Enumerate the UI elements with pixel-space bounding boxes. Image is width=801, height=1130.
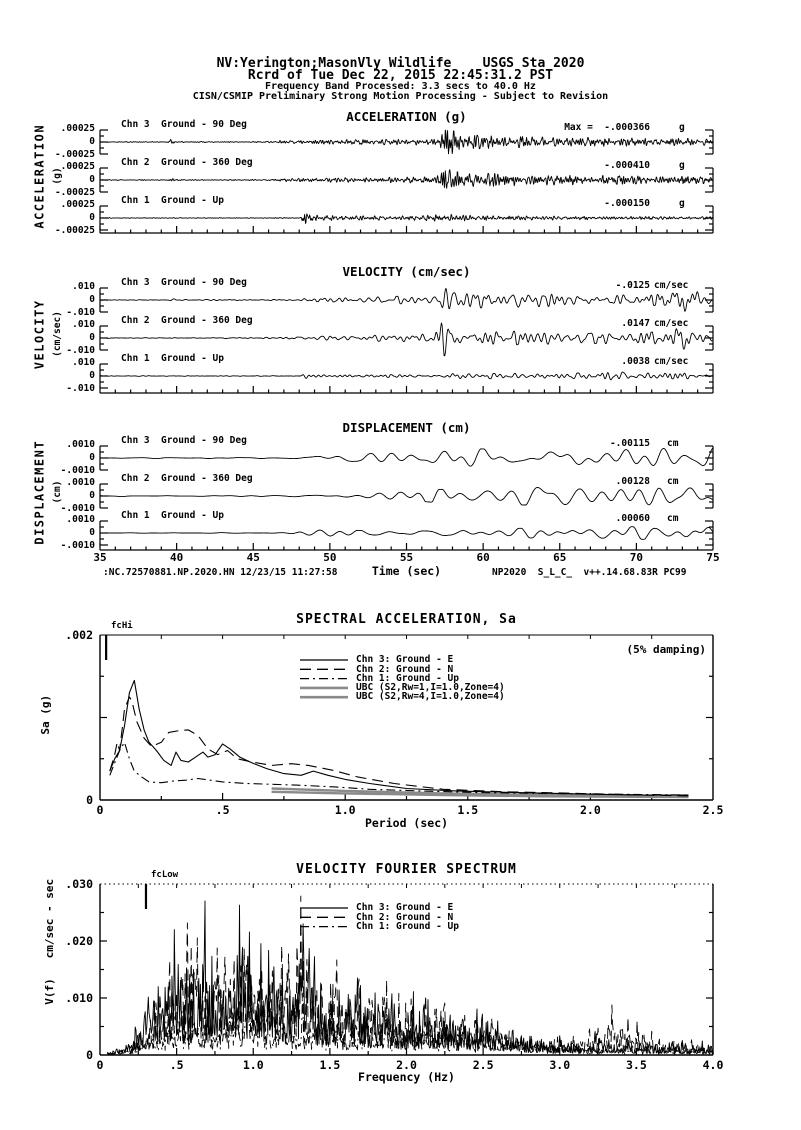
time-tick-label: 35: [93, 550, 107, 564]
damping-note: (5% damping): [626, 643, 706, 656]
y-tick-label: -.00025: [54, 186, 95, 198]
time-tick-label: 70: [629, 550, 643, 564]
max-value-label: -.000410: [604, 159, 650, 171]
sa-chart-title: SPECTRAL ACCELERATION, Sa: [296, 612, 517, 627]
y-tick-label: 0: [89, 293, 95, 305]
y-tick-label: 0: [89, 331, 95, 343]
legend-entry: Chn 2: Ground - N: [356, 911, 454, 923]
channel-label: Chn 2 Ground - 360 Deg: [121, 314, 253, 326]
channel-label: Chn 3 Ground - 90 Deg: [121, 118, 247, 130]
time-tick-label: 65: [553, 550, 567, 564]
legend-entry: UBC (S2,Rw=4,I=1.0,Zone=4): [356, 691, 505, 703]
x-tick-label: 2.0: [580, 802, 601, 817]
y-tick-label: .00025: [60, 160, 95, 172]
y-tick-label: .002: [65, 627, 93, 642]
max-unit-label: g: [679, 197, 685, 209]
legend-entry: UBC (S2,Rw=1,I=1.0,Zone=4): [356, 682, 505, 694]
y-tick-label: -.00025: [54, 148, 95, 160]
max-value-label: .0147: [621, 317, 650, 329]
time-tick-label: 60: [476, 550, 490, 564]
x-tick-label: 1.5: [457, 802, 479, 817]
x-tick-label: 2.5: [702, 802, 724, 817]
velocity-y-axis-units: (cm/sec): [52, 311, 64, 357]
x-tick-label: 3.5: [625, 1057, 647, 1072]
max-value-label: -.000150: [604, 197, 650, 209]
y-tick-label: .030: [65, 876, 93, 891]
fclow-marker-label: fcLow: [151, 870, 179, 880]
max-unit-label: g: [679, 121, 685, 133]
x-tick-label: 0: [96, 802, 104, 817]
x-tick-label: 2.0: [396, 1057, 417, 1072]
acceleration-panel-title: ACCELERATION (g): [346, 109, 467, 124]
x-tick-label: .5: [169, 1057, 184, 1072]
y-tick-label: -.010: [66, 344, 95, 356]
x-tick-label: 0: [96, 1057, 104, 1072]
period-axis-label: Period (sec): [364, 816, 449, 830]
channel-label: Chn 1 Ground - Up: [121, 194, 224, 206]
max-value-label: Max = -.000366: [564, 121, 650, 133]
max-unit-label: g: [679, 159, 685, 171]
y-tick-label: 0: [89, 526, 95, 538]
max-unit-label: cm/sec: [654, 317, 689, 329]
sa-y-axis-label: Sa (g): [39, 694, 53, 735]
y-tick-label: 0: [89, 451, 95, 463]
time-tick-label: 45: [246, 550, 260, 564]
fchi-marker-label: fcHi: [111, 621, 133, 631]
legend-entry: Chn 1: Ground - Up: [356, 672, 459, 684]
processing-disclaimer: CISN/CSMIP Preliminary Strong Motion Processing - Subject to Revision: [192, 91, 609, 102]
time-axis-label: Time (sec): [371, 564, 442, 578]
velocity-y-axis-label: VELOCITY: [32, 299, 47, 370]
fourier-chart-title: VELOCITY FOURIER SPECTRUM: [296, 862, 517, 877]
max-value-label: .00128: [615, 475, 650, 487]
displacement-panel-title: DISPLACEMENT (cm): [342, 420, 471, 435]
max-unit-label: cm/sec: [654, 279, 689, 291]
y-tick-label: .010: [72, 356, 95, 368]
x-tick-label: 4.0: [702, 1057, 724, 1072]
frequency-band-note: Frequency Band Processed: 3.3 secs to 40.0 Hz: [265, 81, 536, 92]
y-tick-label: -.00025: [54, 224, 95, 236]
y-tick-label: 0: [89, 173, 95, 185]
legend-entry: Chn 3: Ground - E: [356, 902, 454, 914]
max-value-label: -.0125: [615, 279, 650, 291]
y-tick-label: .0010: [66, 476, 95, 488]
max-value-label: -.00115: [609, 437, 650, 449]
version-footer: NP2020 S_L_C_ v++.14.68.83R PC99: [492, 567, 687, 578]
y-tick-label: 0: [89, 211, 95, 223]
y-tick-label: -.010: [66, 306, 95, 318]
y-tick-label: 0: [86, 1047, 93, 1062]
record-datetime: Rcrd of Tue Dec 22, 2015 22:45:31.2 PST: [247, 68, 554, 83]
time-tick-label: 75: [706, 550, 720, 564]
x-tick-label: 1.0: [334, 802, 356, 817]
channel-label: Chn 3 Ground - 90 Deg: [121, 276, 247, 288]
y-tick-label: .010: [72, 280, 95, 292]
displacement-y-axis-label: DISPLACEMENT: [32, 439, 47, 545]
acceleration-y-axis-units: (g): [52, 167, 64, 185]
y-tick-label: -.0010: [60, 539, 95, 551]
channel-label: Chn 2 Ground - 360 Deg: [121, 472, 253, 484]
y-tick-label: 0: [89, 135, 95, 147]
x-tick-label: 1.0: [242, 1057, 264, 1072]
max-unit-label: cm: [667, 437, 679, 449]
frequency-axis-label: Frequency (Hz): [358, 1070, 455, 1084]
y-tick-label: .00025: [60, 122, 95, 134]
y-tick-label: 0: [89, 369, 95, 381]
channel-label: Chn 2 Ground - 360 Deg: [121, 156, 253, 168]
time-tick-label: 55: [399, 550, 414, 564]
y-tick-label: .010: [72, 318, 95, 330]
max-value-label: .00060: [615, 512, 650, 524]
y-tick-label: -.0010: [60, 464, 95, 476]
max-unit-label: cm/sec: [654, 355, 689, 367]
channel-label: Chn 1 Ground - Up: [121, 352, 224, 364]
y-tick-label: .010: [65, 990, 93, 1005]
max-unit-label: cm: [667, 475, 679, 487]
y-tick-label: 0: [86, 792, 93, 807]
y-tick-label: .0010: [66, 438, 95, 450]
velocity-panel-title: VELOCITY (cm/sec): [342, 264, 471, 279]
y-tick-label: .0010: [66, 513, 95, 525]
station-title: NV:Yerington;MasonVly Wildlife USGS Sta 2020: [216, 56, 585, 71]
y-tick-label: .020: [65, 933, 93, 948]
max-value-label: .0038: [621, 355, 650, 367]
legend-entry: Chn 3: Ground - E: [356, 654, 454, 666]
channel-label: Chn 1 Ground - Up: [121, 509, 224, 521]
y-tick-label: .00025: [60, 198, 95, 210]
fourier-y-axis-label: V(f) cm/sec - sec: [43, 878, 57, 1005]
y-tick-label: 0: [89, 489, 95, 501]
record-id-footer: :NC.72570881.NP.2020.HN 12/23/15 11:27:58: [103, 567, 338, 578]
legend-entry: Chn 2: Ground - N: [356, 663, 454, 675]
y-tick-label: -.0010: [60, 502, 95, 514]
legend-entry: Chn 1: Ground - Up: [356, 920, 459, 932]
displacement-y-axis-units: (cm): [52, 480, 64, 504]
x-tick-label: 2.5: [472, 1057, 494, 1072]
x-tick-label: 1.5: [319, 1057, 341, 1072]
acceleration-y-axis-label: ACCELERATION: [32, 123, 47, 229]
x-tick-label: 3.0: [549, 1057, 571, 1072]
time-tick-label: 50: [323, 550, 337, 564]
time-tick-label: 40: [170, 550, 184, 564]
x-tick-label: .5: [215, 802, 230, 817]
max-unit-label: cm: [667, 512, 679, 524]
channel-label: Chn 3 Ground - 90 Deg: [121, 434, 247, 446]
y-tick-label: -.010: [66, 382, 95, 394]
